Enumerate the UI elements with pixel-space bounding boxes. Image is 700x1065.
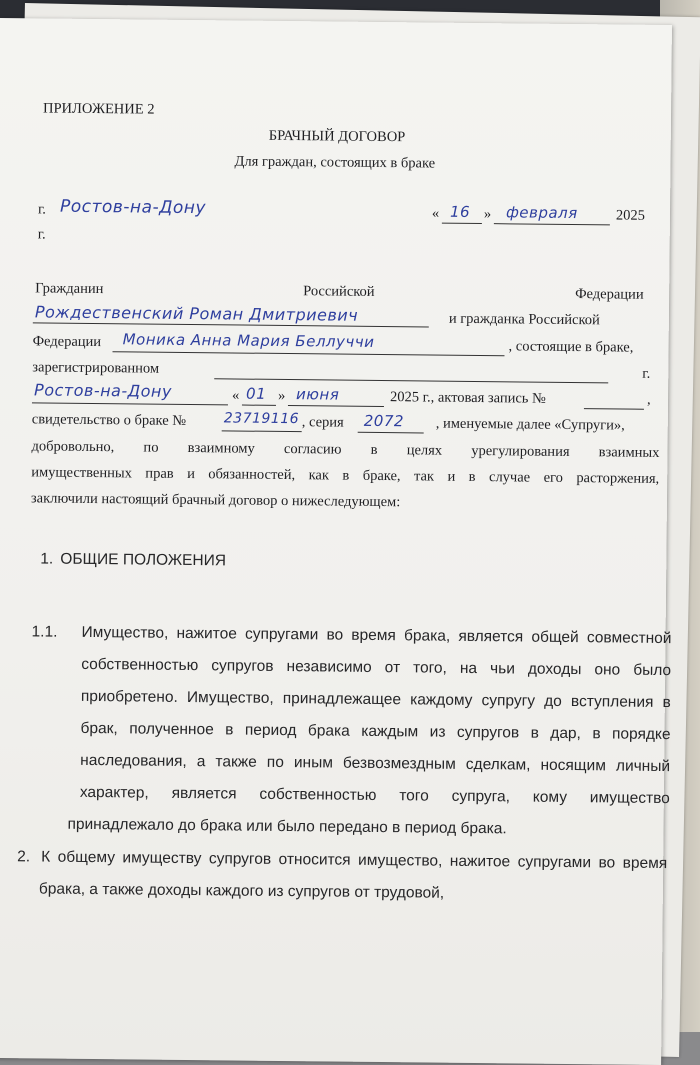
year-text: 2025 xyxy=(615,207,646,224)
clause-line-2: собственностью супругов независимо от того, на чьи доходы оно было xyxy=(81,655,672,680)
section-2-number: 2. xyxy=(17,848,31,866)
city-handwritten: Ростов-на-Дону xyxy=(59,196,207,219)
section-2-line-1: К общему имуществу супругов относится имущество, нажитое супругами во время xyxy=(41,848,668,873)
clause-line-1: Имущество, нажитое супругами во время брака, является общей совместной xyxy=(81,623,672,648)
and-citizen-text: и гражданка Российской xyxy=(448,310,600,329)
clause-line-4: брак, полученное в период брака каждым из супругов в дар, в порядке xyxy=(80,719,671,744)
date-quote-open: « xyxy=(431,205,440,222)
reg-comma: , xyxy=(646,391,651,408)
paper-sheet xyxy=(0,18,672,1065)
series-line xyxy=(358,432,424,434)
certificate-line xyxy=(222,430,302,432)
word-federation: Федерации xyxy=(575,286,644,303)
wife-name-handwritten: Моника Анна Мария Беллуччи xyxy=(122,330,375,351)
document-title: БРАЧНЫЙ ДОГОВОР xyxy=(268,127,406,146)
paragraph-line-3: заключили настоящий брачный договор о нижеследующем: xyxy=(30,490,401,511)
series-handwritten: 2072 xyxy=(363,411,405,431)
date-quote-close: » xyxy=(483,206,492,223)
city-prefix: г. xyxy=(37,201,47,218)
word-russian: Российской xyxy=(303,283,375,300)
reg-day-handwritten: 01 xyxy=(245,384,267,403)
paragraph-line-2: имущественных прав и обязанностей, как в браке, так и в случае его расторжения, xyxy=(31,464,660,487)
clause-line-6: характер, является собственностью того супруга, кому имущество xyxy=(79,783,670,808)
wife-line xyxy=(113,351,505,356)
certificate-number-handwritten: 23719116 xyxy=(223,410,300,428)
clause-line-5: наследования, а также по иным безвозмездным сделкам, носящим личный xyxy=(80,751,671,776)
husband-name-handwritten: Рождественский Роман Дмитриевич xyxy=(34,302,359,325)
clause-line-3: приобретено. Имущество, принадлежащее каждому супругу до вступления в xyxy=(80,687,671,712)
city-suffix: г. xyxy=(37,226,46,243)
word-citizen: Гражданин xyxy=(35,280,104,298)
appendix-label: ПРИЛОЖЕНИЕ 2 xyxy=(42,100,155,118)
registered-text: зарегистрированном xyxy=(32,359,160,377)
clause-1-1-number: 1.1. xyxy=(31,623,58,641)
certificate-text: свидетельство о браке № xyxy=(31,411,187,429)
document-subtitle: Для граждан, состоящих в браке xyxy=(234,153,436,172)
section-1-number: 1. xyxy=(40,550,54,568)
reg-month-line xyxy=(288,405,384,407)
month-line xyxy=(494,223,610,225)
reg-month-handwritten: июня xyxy=(295,385,340,404)
named-text: , именуемые далее «Супруги», xyxy=(435,415,625,434)
day-line xyxy=(442,223,482,224)
reg-year-text: 2025 г., актовая запись № xyxy=(389,389,547,407)
registered-suffix: г. xyxy=(642,365,651,382)
act-number-line xyxy=(584,408,644,410)
married-text: , состоящие в браке, xyxy=(508,338,634,356)
registry-office-line xyxy=(214,378,608,383)
section-1-title: ОБЩИЕ ПОЛОЖЕНИЯ xyxy=(60,550,227,570)
month-handwritten: февраля xyxy=(505,203,578,223)
series-text: , серия xyxy=(301,414,344,431)
word-federation-2: Федерации xyxy=(32,333,102,351)
day-handwritten: 16 xyxy=(449,202,471,221)
paragraph-line-1: добровольно, по взаимному согласию в целях урегулирования взаимных xyxy=(31,438,660,461)
clause-line-7: принадлежало до брака или было передано в период брака. xyxy=(67,815,507,838)
section-2-line-2: брака, а также доходы каждого из супругов от трудовой, xyxy=(38,880,445,902)
reg-day-line xyxy=(242,405,276,406)
reg-city-handwritten: Ростов-на-Дону xyxy=(34,380,173,401)
reg-quote-open: « xyxy=(231,387,240,404)
reg-quote-close: » xyxy=(277,387,286,405)
reg-city-line xyxy=(32,402,228,405)
